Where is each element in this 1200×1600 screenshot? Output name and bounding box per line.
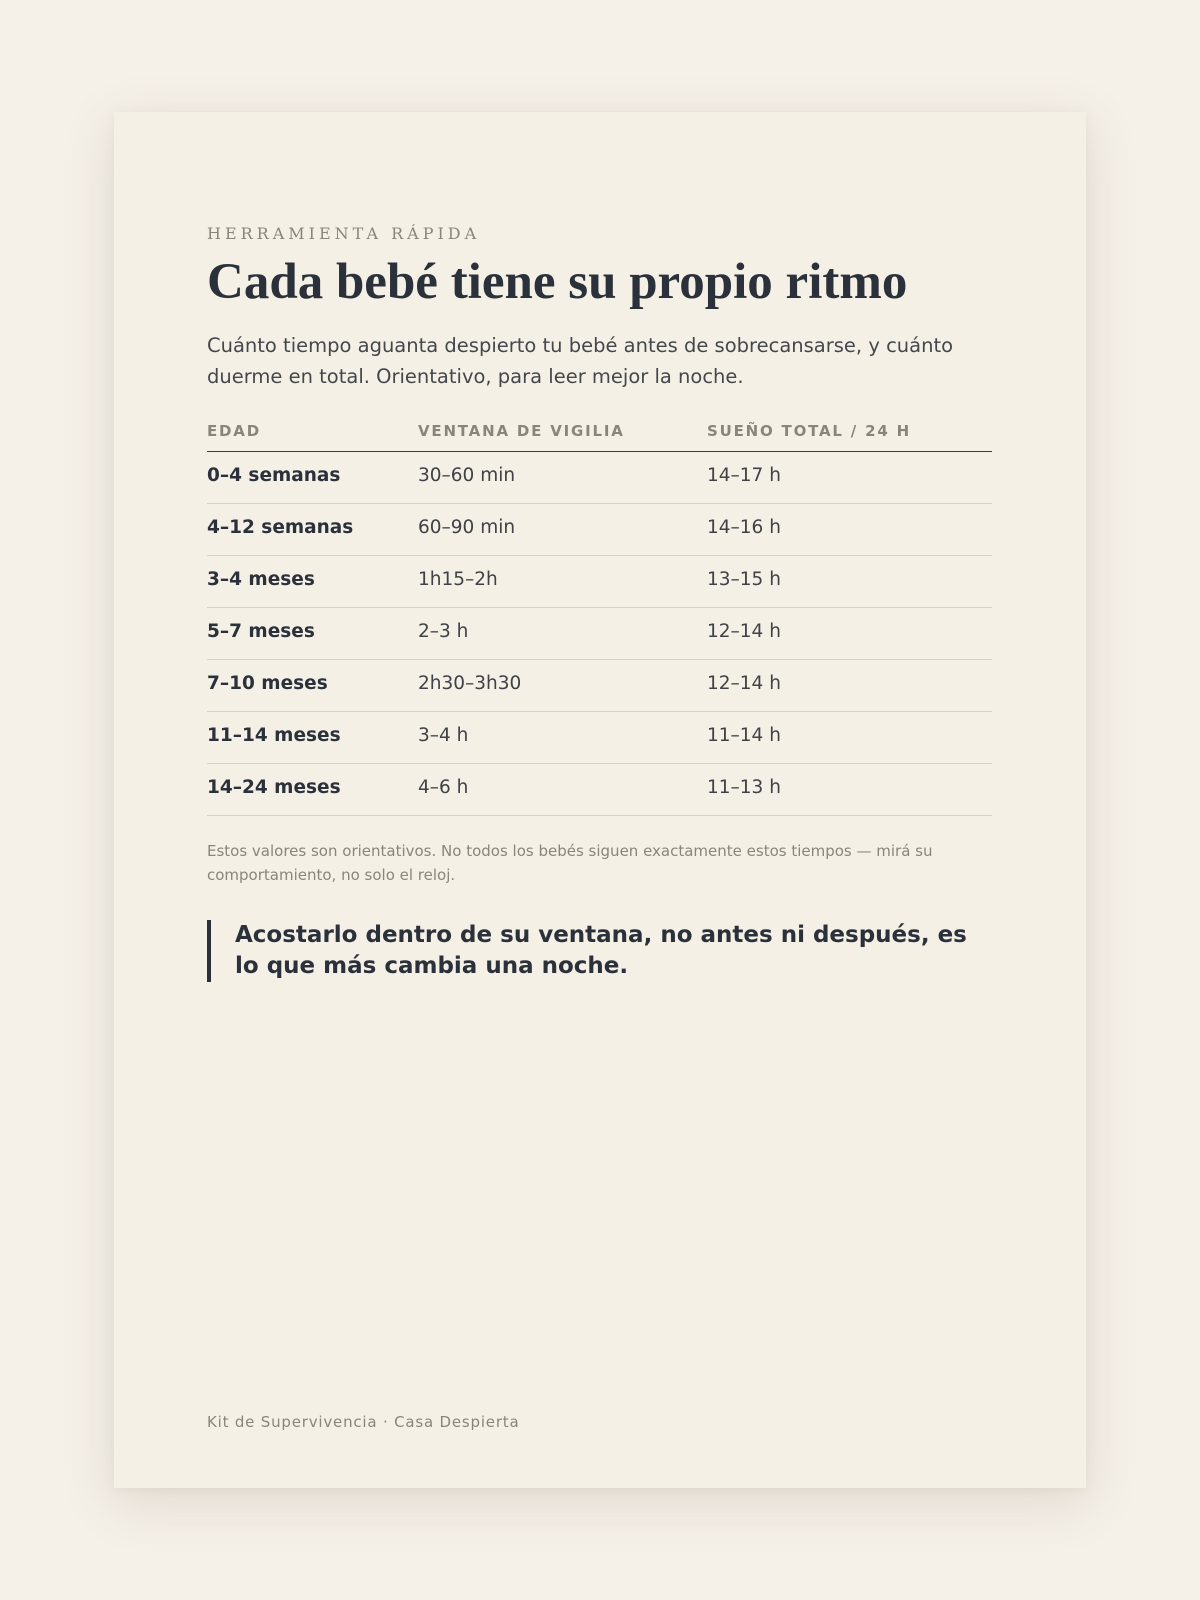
table-header [207,412,992,452]
table-row [207,608,992,660]
age-cell: 14–24 meses [207,777,341,798]
wake-window-cell: 30–60 min [418,465,516,486]
table-row [207,452,992,504]
disclaimer-note: Estos valores son orientativos. No todos los bebés siguen exactamente estos tiempos — mirá su comportamiento, no solo el reloj. [207,842,933,884]
table-row [207,504,992,556]
column-header-age: EDAD [207,422,261,440]
total-sleep-cell: 12–14 h [707,673,781,694]
wake-window-cell: 60–90 min [418,517,516,538]
table-row [207,556,992,608]
age-cell: 11–14 meses [207,725,341,746]
column-header-total-sleep: SUEÑO TOTAL / 24 H [707,422,911,440]
total-sleep-cell: 11–13 h [707,777,781,798]
wake-window-cell: 3–4 h [418,725,469,746]
table-row [207,712,992,764]
wake-window-cell: 2–3 h [418,621,469,642]
total-sleep-cell: 13–15 h [707,569,781,590]
age-cell: 4–12 semanas [207,517,354,538]
eyebrow-label: HERRAMIENTA RÁPIDA [207,224,481,243]
wake-window-cell: 1h15–2h [418,569,498,590]
table-row [207,764,992,816]
page-subtitle: Cuánto tiempo aguanta despierto tu bebé antes de sobrecansarse, y cuánto duerme en total. Orientativo, para leer mejor la noche. [207,334,954,388]
table-row [207,660,992,712]
age-cell: 5–7 meses [207,621,315,642]
column-header-wake-window: VENTANA DE VIGILIA [418,422,625,440]
footer-text: Kit de Supervivencia · Casa Despierta [207,1413,520,1431]
total-sleep-cell: 12–14 h [707,621,781,642]
wake-window-cell: 2h30–3h30 [418,673,522,694]
page-title: Cada bebé tiene su propio ritmo [207,254,908,310]
age-cell: 3–4 meses [207,569,315,590]
wake-window-cell: 4–6 h [418,777,469,798]
total-sleep-cell: 14–16 h [707,517,781,538]
pull-quote-text: Acostarlo dentro de su ventana, no antes ni después, es lo que más cambia una noche. [235,922,967,979]
pull-quote [207,920,992,982]
age-cell: 7–10 meses [207,673,328,694]
sleep-table [207,412,992,816]
age-cell: 0–4 semanas [207,465,341,486]
total-sleep-cell: 14–17 h [707,465,781,486]
total-sleep-cell: 11–14 h [707,725,781,746]
document-card [114,112,1086,1488]
